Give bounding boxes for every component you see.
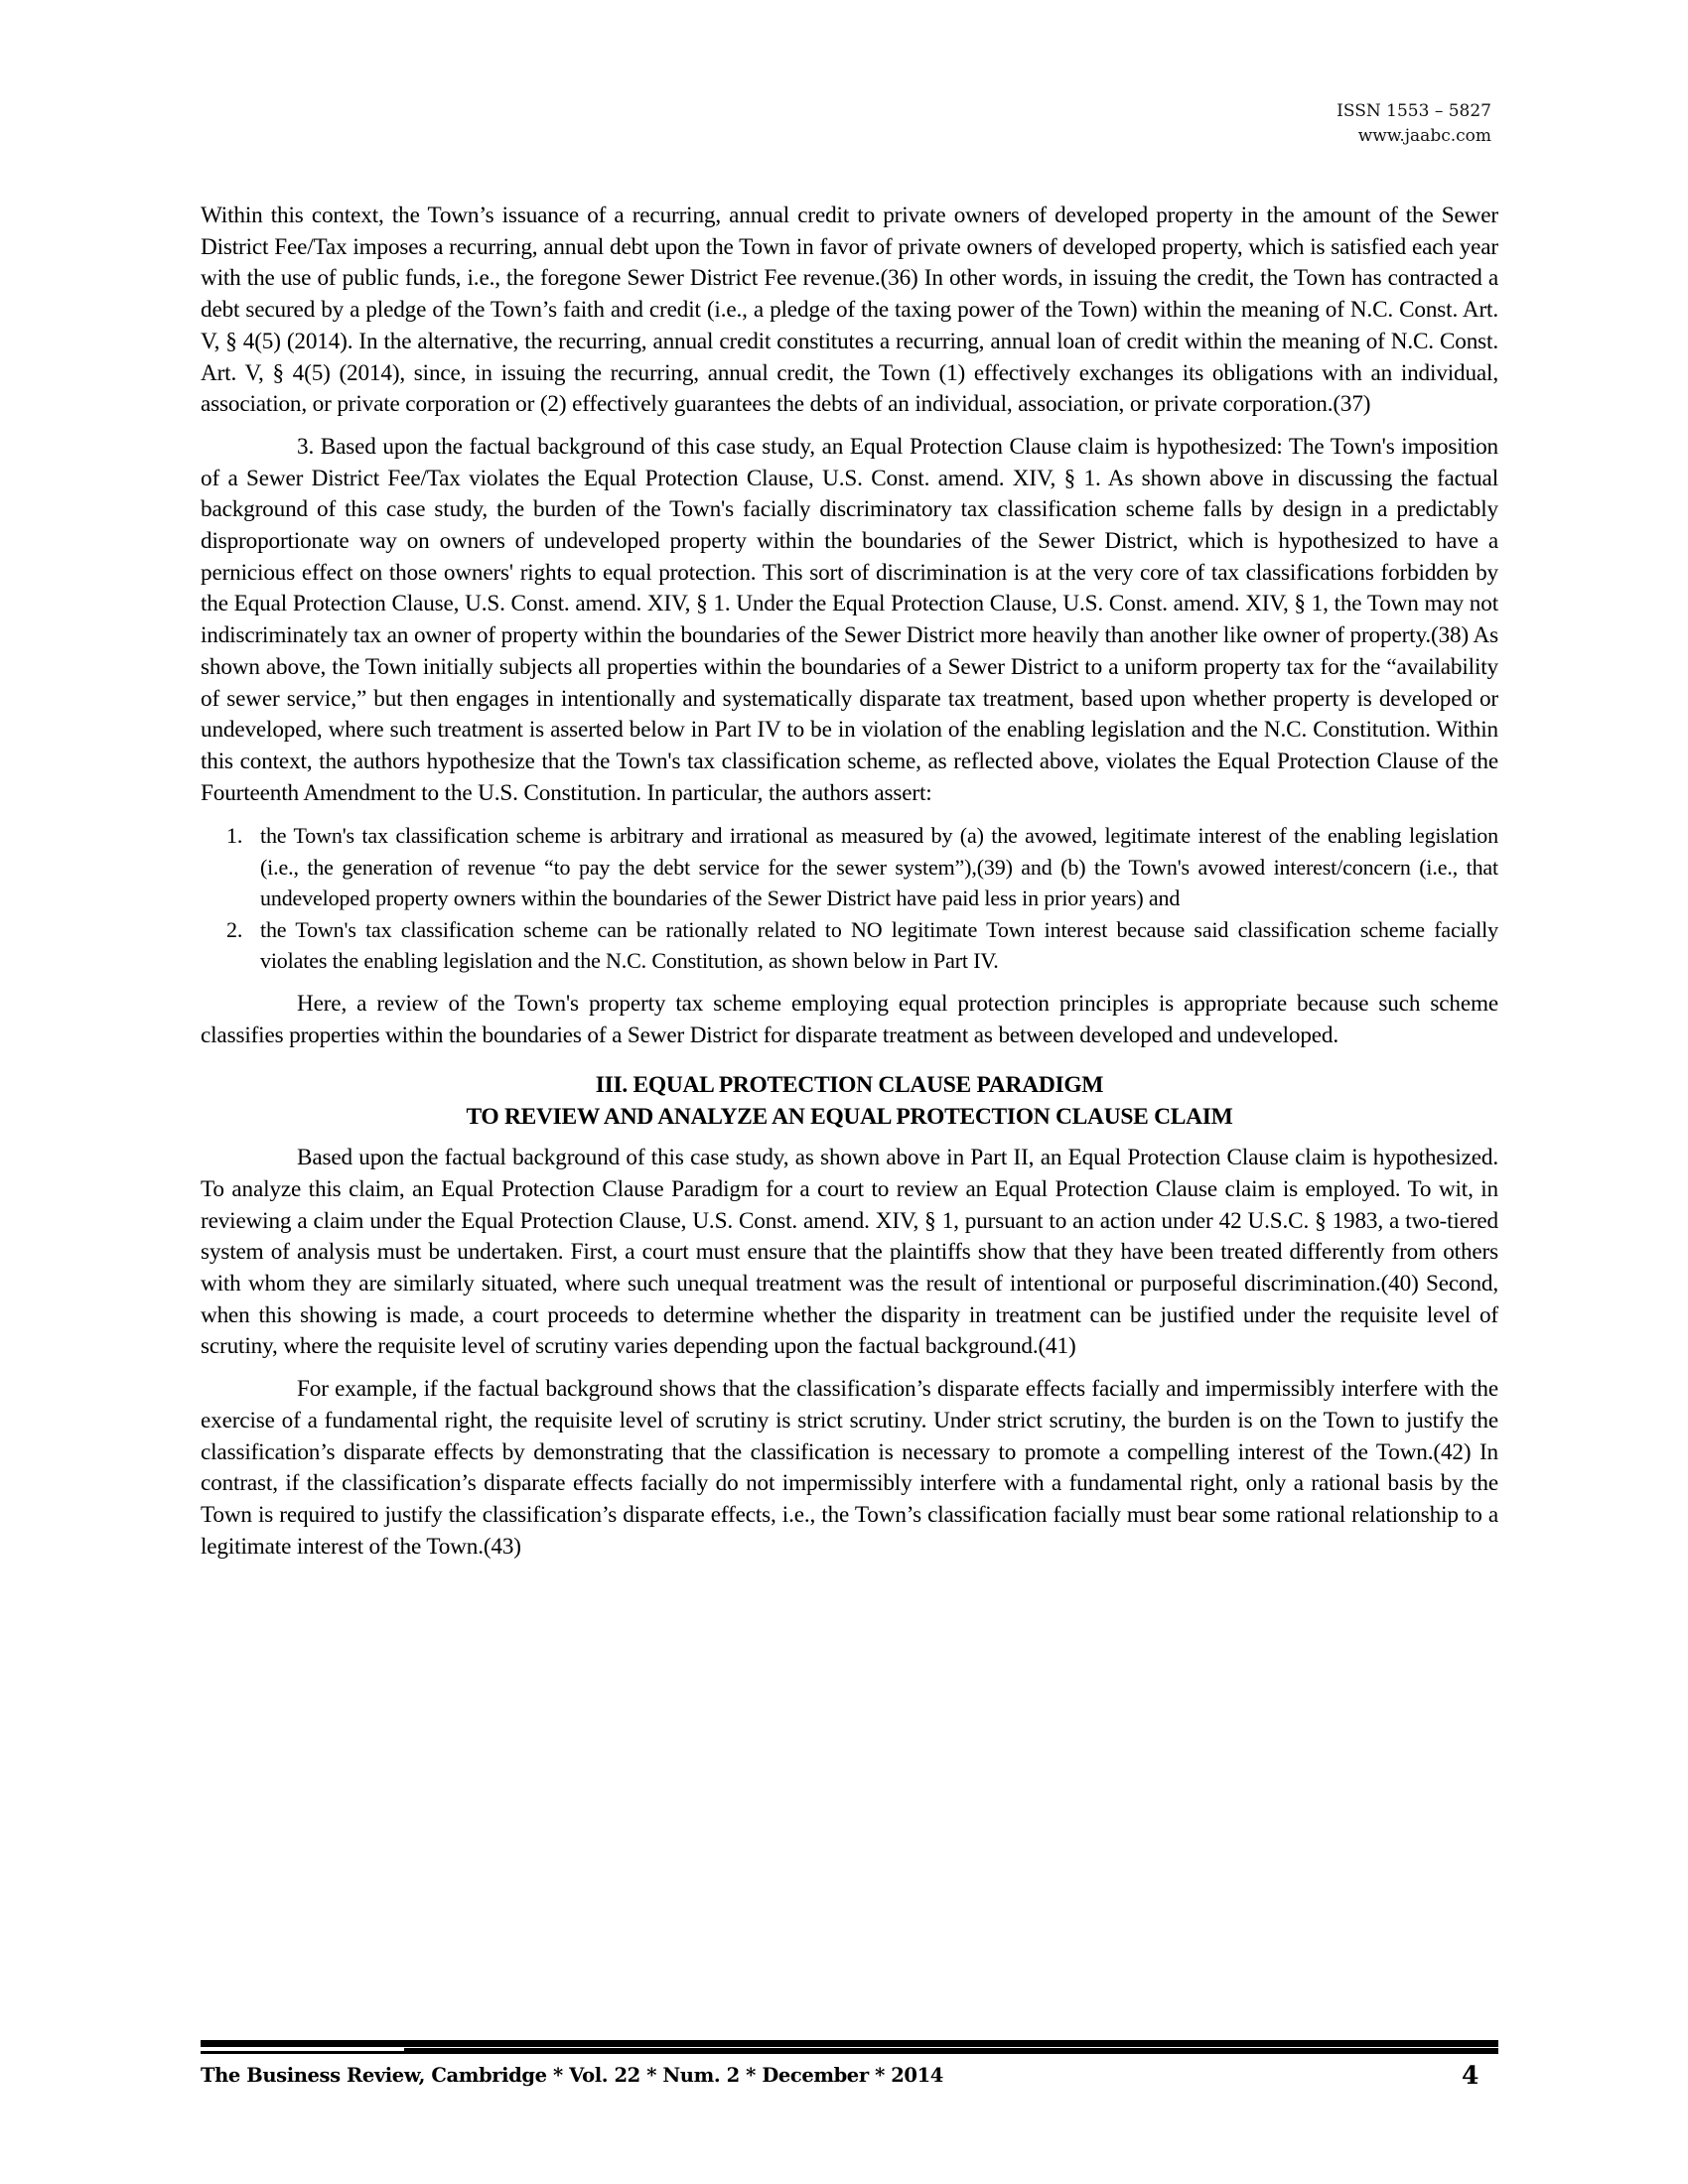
- paragraph-review-appropriate: Here, a review of the Town's property tax scheme employing equal protection principles is appropriate because such scheme classifies properties within the boundaries of a Sewer District for disparate treatment as between developed and undeveloped.: [201, 990, 1498, 1048]
- footer-divider-thick: [201, 2040, 1498, 2047]
- footer-divider-thin: [201, 2051, 404, 2054]
- footer-divider-thin-right: [404, 2048, 1498, 2054]
- section-heading-line-2: TO REVIEW AND ANALYZE AN EQUAL PROTECTION CLAUSE CLAIM: [466, 1104, 1233, 1131]
- article-body: [201, 201, 1498, 1573]
- list-item: [226, 820, 1498, 914]
- paragraph-credit-debt: Within this context, the Town’s issuance of a recurring, annual credit to private owners of developed property in the amount of the Sewer District Fee/Tax imposes a recurring, annual debt upon the Town in favor of private owners of developed property, which is satisfied each year with the use of public funds, i.e., the foregone Sewer District Fee revenue.(36) In other words, in issuing the credit, the Town has contracted a debt secured by a pledge of the Town’s faith and credit (i.e., a pledge of the taxing power of the Town) within the meaning of N.C. Const. Art. V, § 4(5) (2014). In the alternative, the recurring, annual credit constitutes a recurring, annual loan of credit within the meaning of N.C. Const. Art. V, § 4(5) (2014), since, in issuing the recurring, annual credit, the Town (1) effectively exchanges its obligations with an individual, association, or private corporation or (2) effectively guarantees the debts of an individual, association, or private corporation.(37): [201, 203, 1498, 418]
- assertions-list: [201, 820, 1498, 977]
- journal-website: www.jaabc.com: [1357, 126, 1491, 146]
- section-heading-line-1: III. EQUAL PROTECTION CLAUSE PARADIGM: [595, 1072, 1104, 1099]
- paragraph-equal-protection-claim: 3. Based upon the factual background of this case study, an Equal Protection Clause claim is hypothesized: The Town's imposition of a Sewer District Fee/Tax violates the Equal Protection Clause, U.S. Const. amend. XIV, § 1. As shown above in discussing the factual background of this case study, the burden of the Town's facially discriminatory tax classification scheme falls by design in a predictably disproportionate way on owners of undeveloped property within the boundaries of the Sewer District, which is hypothesized to have a pernicious effect on those owners' rights to equal protection. This sort of discrimination is at the very core of tax classifications forbidden by the Equal Protection Clause, U.S. Const. amend. XIV, § 1. Under the Equal Protection Clause, U.S. Const. amend. XIV, § 1, the Town may not indiscriminately tax an owner of property within the boundaries of the Sewer District more heavily than another like owner of property.(38) As shown above, the Town initially subjects all properties within the boundaries of a Sewer District to a uniform property tax for the “availability of sewer service,” but then engages in intentionally and systematically disparate tax treatment, based upon whether property is developed or undeveloped, where such treatment is asserted below in Part IV to be in violation of the enabling legislation and the N.C. Constitution. Within this context, the authors hypothesize that the Town's tax classification scheme, as reflected above, violates the Equal Protection Clause of the Fourteenth Amendment to the U.S. Constitution. In particular, the authors assert:: [201, 433, 1498, 806]
- list-item-text: the Town's tax classification scheme is arbitrary and irrational as measured by (a) the avowed, legitimate interest of the enabling legislation (i.e., the generation of revenue “to pay the debt service for the sewer system”),(39) and (b) the Town's avowed interest/concern (i.e., that undeveloped property owners within the boundaries of the Sewer District have paid less in prior years) and: [260, 823, 1498, 911]
- list-item-text: the Town's tax classification scheme can be rationally related to NO legitimate Town interest because said classification scheme facially violates the enabling legislation and the N.C. Constitution, as shown below in Part IV.: [260, 916, 1498, 974]
- paragraph-two-tiered-analysis: Based upon the factual background of this case study, as shown above in Part II, an Equal Protection Clause claim is hypothesized. To analyze this claim, an Equal Protection Clause Paradigm for a court to review an Equal Protection Clause claim is employed. To wit, in reviewing a claim under the Equal Protection Clause, U.S. Const. amend. XIV, § 1, pursuant to an action under 42 U.S.C. § 1983, a two-tiered system of analysis must be undertaken. First, a court must ensure that the plaintiffs show that they have been treated differently from others with whom they are similarly situated, where such unequal treatment was the result of intentional or purposeful discrimination.(40) Second, when this showing is made, a court proceeds to determine whether the disparity in treatment can be justified under the requisite level of scrutiny, where the requisite level of scrutiny varies depending upon the factual background.(41): [201, 1145, 1498, 1360]
- page-footer: [201, 2059, 1498, 2093]
- page-number: 4: [1462, 2061, 1478, 2090]
- paragraph-scrutiny-levels: For example, if the factual background shows that the classification’s disparate effects facially and impermissibly interfere with the exercise of a fundamental right, the requisite level of scrutiny is strict scrutiny. Under strict scrutiny, the burden is on the Town to justify the classification’s disparate effects by demonstrating that the classification is necessary to promote a compelling interest of the Town.(42) In contrast, if the classification’s disparate effects facially do not impermissibly interfere with a fundamental right, only a rational basis by the Town is required to justify the classification’s disparate effects, i.e., the Town’s classification facially must bear some rational relationship to a legitimate interest of the Town.(43): [201, 1376, 1498, 1560]
- journal-citation: The Business Review, Cambridge * Vol. 22 * Num. 2 * December * 2014: [201, 2064, 943, 2087]
- issn-number: ISSN 1553 – 5827: [1336, 101, 1491, 121]
- section-heading: [201, 1069, 1498, 1133]
- list-item: [226, 914, 1498, 977]
- list-item-number: 2.: [226, 916, 243, 942]
- list-item-number: 1.: [226, 823, 243, 849]
- journal-header: [1336, 99, 1491, 149]
